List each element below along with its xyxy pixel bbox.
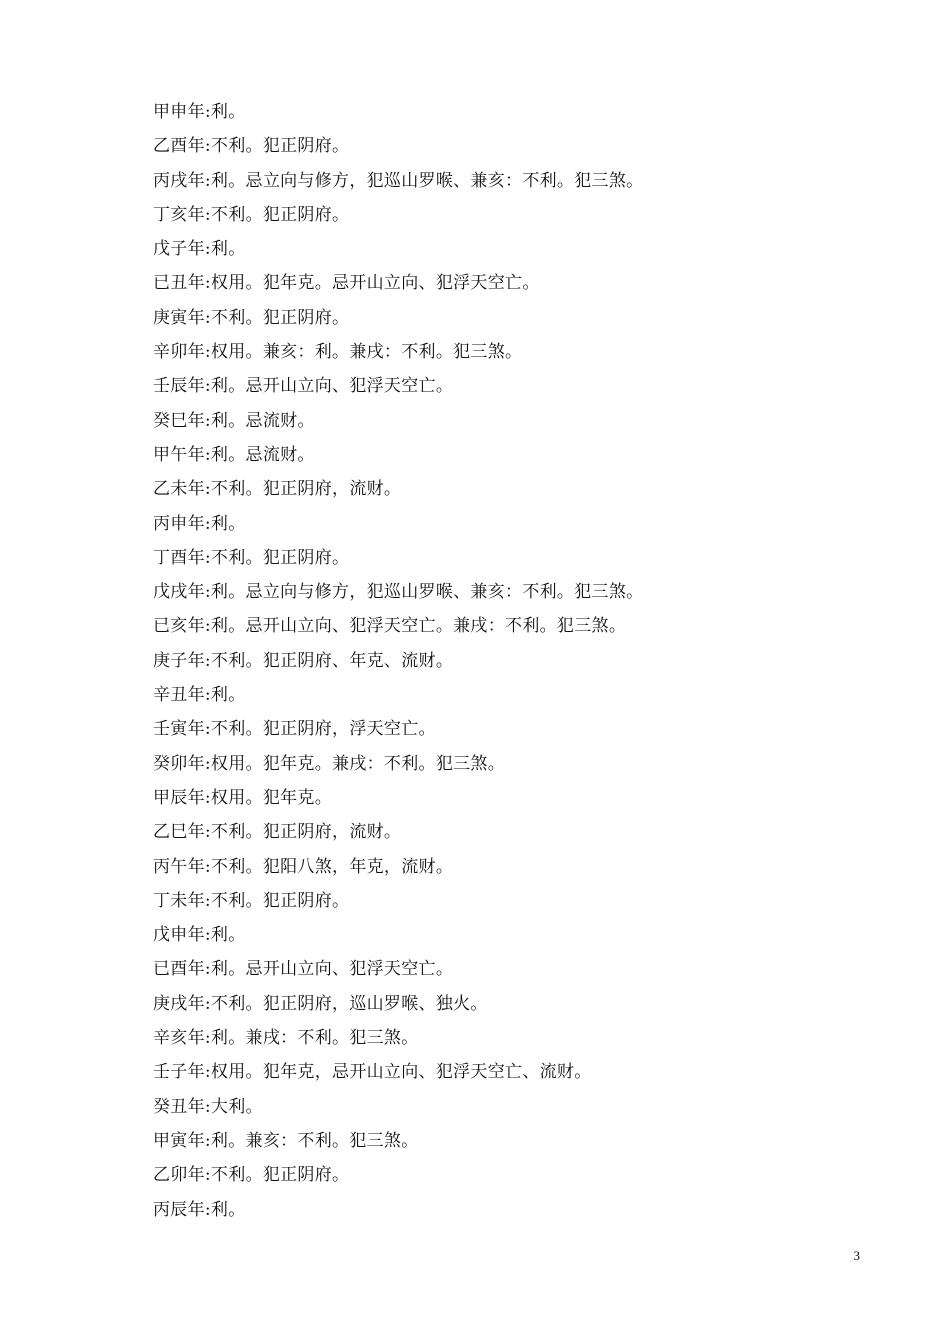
year-entry: 壬辰年:利。忌开山立向、犯浮天空亡。 xyxy=(153,376,454,397)
year-entry: 庚寅年:不利。犯正阴府。 xyxy=(153,307,350,328)
year-entry: 乙未年:不利。犯正阴府，流财。 xyxy=(153,479,402,500)
year-entry: 辛丑年:利。 xyxy=(153,685,246,706)
year-entry: 丙戌年:利。忌立向与修方，犯巡山罗喉、兼亥：不利。犯三煞。 xyxy=(153,170,644,191)
year-entry: 庚戌年:不利。犯正阴府，巡山罗喉、独火。 xyxy=(153,993,488,1014)
year-entry: 乙卯年:不利。犯正阴府。 xyxy=(153,1165,350,1186)
page-number: 3 xyxy=(853,1248,860,1263)
year-entry: 癸巳年:利。忌流财。 xyxy=(153,410,315,431)
year-entry: 戊子年:利。 xyxy=(153,239,246,260)
year-entry: 丁亥年:不利。犯正阴府。 xyxy=(153,204,350,225)
year-entry: 戊戌年:利。忌立向与修方，犯巡山罗喉、兼亥：不利。犯三煞。 xyxy=(153,582,644,603)
year-entry: 已亥年:利。忌开山立向、犯浮天空亡。兼戌：不利。犯三煞。 xyxy=(153,616,627,637)
year-entry: 甲午年:利。忌流财。 xyxy=(153,444,315,465)
year-entry: 丁未年:不利。犯正阴府。 xyxy=(153,890,350,911)
year-entry: 辛亥年:利。兼戌：不利。犯三煞。 xyxy=(153,1028,419,1049)
year-entry: 乙巳年:不利。犯正阴府，流财。 xyxy=(153,822,402,843)
year-entry: 丙申年:利。 xyxy=(153,513,246,534)
year-entry: 甲寅年:利。兼亥：不利。犯三煞。 xyxy=(153,1130,419,1151)
year-entry: 戊申年:利。 xyxy=(153,925,246,946)
year-entry: 癸丑年:大利。 xyxy=(153,1096,263,1117)
year-entry: 庚子年:不利。犯正阴府、年克、流财。 xyxy=(153,650,454,671)
year-entry: 丙辰年:利。 xyxy=(153,1199,246,1220)
year-entry: 甲申年:利。 xyxy=(153,102,246,122)
year-entry: 壬子年:权用。犯年克，忌开山立向、犯浮天空亡、流财。 xyxy=(153,1062,592,1083)
year-entry: 壬寅年:不利。犯正阴府，浮天空亡。 xyxy=(153,719,436,740)
year-entry: 癸卯年:权用。犯年克。兼戌：不利。犯三煞。 xyxy=(153,753,506,774)
year-entry: 丁酉年:不利。犯正阴府。 xyxy=(153,547,350,568)
year-entry-list xyxy=(153,95,873,1227)
year-entry: 乙酉年:不利。犯正阴府。 xyxy=(153,136,350,157)
year-entry: 辛卯年:权用。兼亥：利。兼戌：不利。犯三煞。 xyxy=(153,342,523,363)
year-entry: 已酉年:利。忌开山立向、犯浮天空亡。 xyxy=(153,959,454,980)
year-entry: 甲辰年:权用。犯年克。 xyxy=(153,787,333,808)
year-entry: 丙午年:不利。犯阳八煞，年克，流财。 xyxy=(153,856,454,877)
year-entry: 已丑年:权用。犯年克。忌开山立向、犯浮天空亡。 xyxy=(153,273,540,294)
